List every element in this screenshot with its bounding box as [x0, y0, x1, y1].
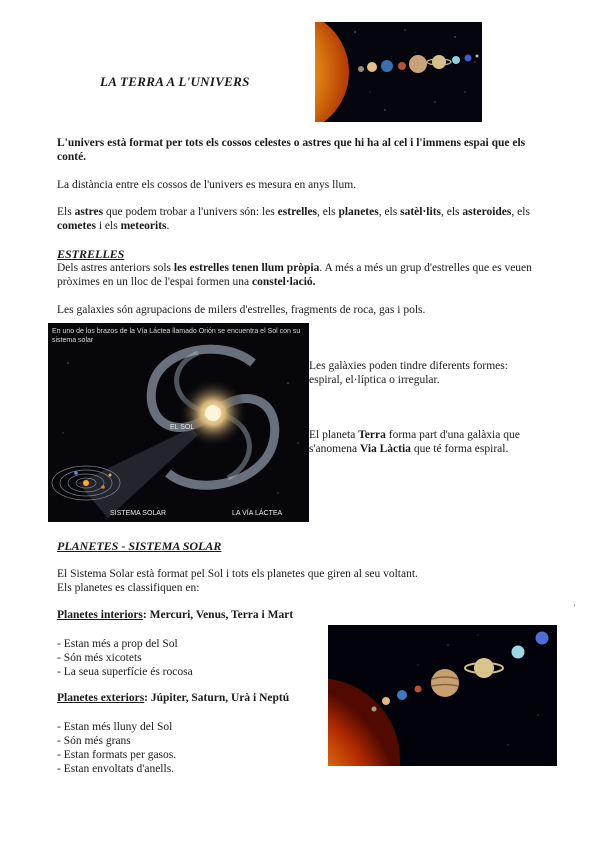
interior-planets-names: : Mercuri, Venus, Terra i Mart — [142, 609, 294, 621]
text-line: Els planetes es classifiquen en: — [57, 582, 200, 594]
term-terra: Terra — [358, 429, 386, 441]
galaxy-caption: En uno de los brazos de la Vía Láctea llamado Orión se encuentra el Sol con su sistema solar — [52, 328, 301, 344]
exterior-planets-heading — [57, 692, 289, 704]
text-run: , els — [441, 206, 463, 218]
galaxies-paragraph: Les galaxies són agrupacions de milers d'estrelles, fragments de roca, gas i pols. — [57, 304, 426, 316]
list-item: - Estan més lluny del Sol — [57, 721, 173, 733]
interior-planets-list — [57, 637, 317, 679]
text-run: i els — [95, 220, 121, 232]
interior-planets-label: Planetes interiors — [57, 609, 143, 621]
term-cometes: cometes — [57, 220, 96, 232]
intro-text: L'univers està format per tots els cossos celestes o astres que hi ha al cel i l'immens espai que els conté. — [57, 137, 526, 163]
text-run: forma part d'una galàxia que s'anomena — [309, 429, 520, 455]
emphasis-text: constel·lació. — [251, 276, 316, 288]
term-asteroides: asteroides — [462, 206, 512, 218]
list-item: - Estan formats per gasos. — [57, 749, 177, 761]
text-run: Els — [57, 206, 75, 218]
list-item: - Estan més a prop del Sol — [57, 638, 178, 650]
text-line: El Sistema Solar està format pel Sol i tots els planetes que giren al seu voltant. — [57, 568, 418, 580]
list-item: - Són més xicotets — [57, 652, 142, 664]
text-run: que podem trobar a l'univers són: les — [103, 206, 278, 218]
solar-system-image — [315, 22, 482, 122]
term-planetes: planetes — [338, 206, 379, 218]
earth-paragraph — [309, 428, 544, 456]
term-estrelles: estrelles — [277, 206, 318, 218]
term-astres: astres — [74, 206, 104, 218]
exterior-planets-names: : Júpiter, Saturn, Urà i Neptú — [144, 692, 290, 704]
section-heading-planetes: PLANETES - SISTEMA SOLAR — [57, 539, 222, 553]
text-run: . — [166, 220, 170, 232]
text-run: , els — [511, 206, 530, 218]
page-title: LA TERRA A L'UNIVERS — [100, 74, 250, 89]
text-run: Dels astres anteriors sols — [57, 262, 174, 274]
text-run: El planeta — [309, 429, 359, 441]
solar-system-illustration — [315, 22, 482, 122]
interior-planets-heading — [57, 609, 293, 621]
text-run: , els — [317, 206, 339, 218]
list-item: - Són més grans — [57, 735, 131, 747]
emphasis-text: les estrelles tenen llum pròpia — [173, 262, 320, 274]
label-milky-way: LA VÍA LÁCTEA — [232, 510, 283, 517]
label-solar-system: SISTEMA SOLAR — [110, 510, 167, 517]
planets-image — [328, 625, 557, 766]
galaxy-illustration — [48, 323, 309, 522]
estrelles-paragraph — [57, 261, 542, 289]
term-satellits: satèl·lits — [400, 206, 441, 218]
text-run: . A més a més un grup d'estrelles que es veuen pròximes en un lloc de l'espai formen una — [57, 262, 532, 288]
label-sun: EL SOL — [170, 424, 195, 431]
list-item: - Estan envoltats d'anells. — [57, 763, 175, 775]
text-run: , els — [378, 206, 401, 218]
term-via-lactia: Via Làctia — [359, 443, 411, 455]
term-meteorits: meteorits — [120, 220, 167, 232]
section-heading-estrelles: ESTRELLES — [57, 247, 125, 261]
galaxy-image — [48, 323, 309, 522]
exterior-planets-list — [57, 720, 317, 776]
astres-paragraph — [57, 205, 542, 233]
list-item: - La seua superfície és rocosa — [57, 666, 193, 678]
text-run: que té forma espiral. — [410, 443, 509, 455]
stray-mark: ' — [574, 603, 576, 612]
solar-system-paragraph — [57, 567, 542, 595]
planets-illustration — [328, 625, 557, 766]
exterior-planets-label: Planetes exteriors — [57, 692, 145, 704]
distance-paragraph: La distància entre els cossos de l'univers es mesura en anys llum. — [57, 179, 357, 191]
galaxy-forms-paragraph: Les galàxies poden tindre diferents formes: espiral, el·líptica o irregular. — [309, 360, 508, 386]
intro-paragraph — [57, 136, 542, 164]
